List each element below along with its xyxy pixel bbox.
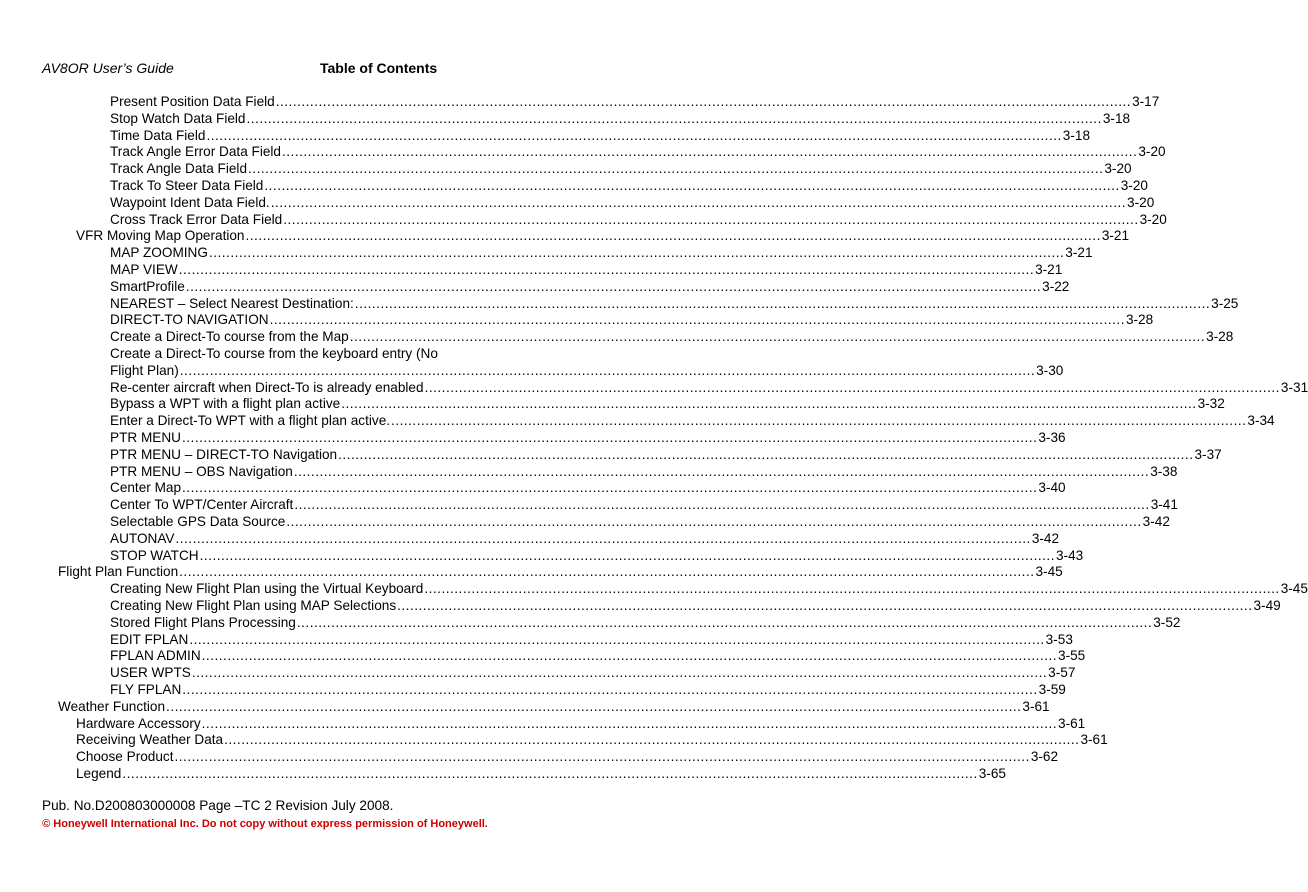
toc-entry[interactable] (110, 429, 1066, 446)
toc-entry-page: 3-22 (1042, 279, 1070, 294)
toc-entry[interactable] (76, 715, 1086, 732)
toc-entry[interactable] (110, 395, 1225, 412)
toc-entry-page: 3-49 (1253, 598, 1281, 613)
toc-entry[interactable] (110, 463, 1178, 480)
toc-entry[interactable] (110, 513, 1170, 530)
toc-entry[interactable] (110, 597, 1281, 614)
toc-entry-title: Re-center aircraft when Direct-To is already enabled (110, 380, 424, 395)
toc-entry[interactable] (110, 110, 1131, 127)
toc-entry-title: Present Position Data Field (110, 94, 275, 109)
toc-entry-title: Weather Function (58, 699, 166, 714)
toc-entry-page: 3-40 (1038, 480, 1066, 495)
toc-entry[interactable] (110, 580, 1308, 597)
publication-line: Pub. No.D200803000008 Page –TC 2 Revision July 2008. (42, 798, 394, 813)
toc-entry-title: STOP WATCH (110, 548, 199, 563)
toc-entry[interactable] (110, 681, 1066, 698)
toc-entry-page: 3-53 (1045, 632, 1073, 647)
toc-entry-page: 3-18 (1062, 128, 1091, 143)
dot-leader: ........................................................................................................................................................................................................ (269, 312, 1125, 327)
toc-entry-title: Track Angle Data Field (110, 161, 248, 176)
toc-entry-page: 3-20 (1138, 144, 1166, 159)
dot-leader: ........................................................................................................................................................................................................ (293, 464, 1150, 479)
toc-entry-title: Creating New Flight Plan using MAP Selections (110, 598, 397, 613)
dot-leader: ........................................................................................................................................................................................................ (179, 363, 1036, 378)
toc-entry-title: Choose Product (76, 749, 174, 764)
toc-entry-page: 3-36 (1038, 430, 1066, 445)
page-header (42, 60, 462, 80)
toc-entry[interactable] (110, 664, 1076, 681)
toc-entry[interactable] (110, 160, 1132, 177)
toc-entry[interactable] (110, 530, 1060, 547)
toc-entry[interactable] (110, 496, 1178, 513)
toc-entry[interactable] (110, 93, 1160, 110)
toc-entry-page: 3-42 (1142, 514, 1170, 529)
dot-leader: ........................................................................................................................................................................................................ (175, 531, 1031, 546)
toc-entry[interactable] (110, 244, 1093, 261)
toc-entry-page: 3-32 (1197, 396, 1225, 411)
toc-entry-title: Legend (76, 766, 122, 781)
toc-entry-title: Creating New Flight Plan using the Virtual Keyboard (110, 581, 424, 596)
toc-entry-title: Stored Flight Plans Processing (110, 615, 296, 630)
toc-entry-page: 3-25 (1211, 296, 1239, 311)
toc-entry[interactable] (110, 328, 1234, 345)
toc-entry-page: 3-61 (1058, 716, 1086, 731)
toc-entry[interactable] (110, 614, 1181, 631)
dot-leader: ........................................................................................................................................................................................................ (296, 615, 1153, 630)
toc-entry-title: Track To Steer Data Field (110, 178, 264, 193)
toc-entry-page: 3-34 (1247, 413, 1275, 428)
dot-leader: ........................................................................................................................................................................................................ (349, 329, 1206, 344)
dot-leader: ........................................................................................................................................................................................................ (354, 296, 1211, 311)
dot-leader: ........................................................................................................................................................................................................ (208, 245, 1065, 260)
dot-leader: ........................................................................................................................................................................................................ (191, 665, 1048, 680)
toc-entry-title: PTR MENU (110, 430, 181, 445)
dot-leader: ........................................................................................................................................................................................................ (282, 144, 1138, 159)
toc-entry-page: 3-21 (1065, 245, 1093, 260)
toc-entry[interactable] (110, 647, 1086, 664)
toc-entry-page: 3-62 (1030, 749, 1059, 764)
toc-entry[interactable] (76, 765, 1006, 782)
toc-entry-page: 3-52 (1153, 615, 1181, 630)
dot-leader: ........................................................................................................................................................................................................ (182, 430, 1038, 445)
dot-leader: ........................................................................................................................................................................................................ (397, 598, 1253, 613)
toc-entry[interactable] (110, 261, 1063, 278)
toc-entry-page: 3-20 (1104, 161, 1132, 176)
dot-leader: ........................................................................................................................................................................................................ (245, 228, 1101, 243)
dot-leader: ........................................................................................................................................................................................................ (424, 380, 1280, 395)
dot-leader: ........................................................................................................................................................................................................ (264, 178, 1120, 193)
dot-leader: ........................................................................................................................................................................................................ (246, 111, 1102, 126)
toc-entry-page: 3-17 (1132, 94, 1160, 109)
dot-leader: ........................................................................................................................................................................................................ (201, 716, 1058, 731)
dot-leader: ........................................................................................................................................................................................................ (206, 128, 1062, 143)
toc-entry-page: 3-37 (1194, 447, 1222, 462)
dot-leader: ........................................................................................................................................................................................................ (294, 497, 1150, 512)
dot-leader: ........................................................................................................................................................................................................ (179, 564, 1035, 579)
dot-leader: ........................................................................................................................................................................................................ (189, 632, 1045, 647)
toc-entry-title: VFR Moving Map Operation (76, 228, 245, 243)
toc-entry-title: Flight Plan) (110, 363, 179, 378)
dot-leader: ........................................................................................................................................................................................................ (283, 212, 1139, 227)
toc-entry-page: 3-30 (1036, 363, 1064, 378)
toc-entry-title: MAP ZOOMING (110, 245, 208, 260)
toc-entry-page: 3-45 (1280, 581, 1308, 596)
toc-entry-title: Selectable GPS Data Source (110, 514, 286, 529)
toc-entry-title: Waypoint Ident Data Field. (110, 195, 270, 210)
toc-entry[interactable] (110, 362, 1064, 379)
toc-entry-page: 3-28 (1206, 329, 1234, 344)
toc-entry-title: PTR MENU – DIRECT-TO Navigation (110, 447, 338, 462)
toc-entry[interactable] (110, 631, 1073, 648)
toc-entry-page: 3-18 (1102, 111, 1131, 126)
toc-entry[interactable] (110, 211, 1167, 228)
toc-entry[interactable] (110, 177, 1148, 194)
toc-entry[interactable] (110, 446, 1222, 463)
toc-entry-page: 3-41 (1150, 497, 1178, 512)
toc-entry-title: Receiving Weather Data (76, 732, 224, 747)
toc-entry-title: Hardware Accessory (76, 716, 201, 731)
toc-entry-title: FPLAN ADMIN (110, 648, 201, 663)
toc-entry-title: Track Angle Error Data Field (110, 144, 281, 159)
toc-entry-page: 3-43 (1055, 548, 1084, 563)
toc-entry-title: USER WPTS (110, 665, 191, 680)
toc-entry[interactable] (110, 295, 1239, 312)
toc-entry-page: 3-57 (1048, 665, 1076, 680)
section-title: Table of Contents (320, 60, 438, 76)
toc-entry-title: Create a Direct-To course from the keyboard entry (No (110, 346, 438, 361)
toc-entry-page: 3-21 (1035, 262, 1063, 277)
guide-title: AV8OR User’s Guide (42, 60, 174, 76)
dot-leader: ........................................................................................................................................................................................................ (341, 396, 1197, 411)
toc-entry[interactable] (110, 311, 1154, 328)
toc-entry[interactable] (110, 127, 1091, 144)
toc-entry-page: 3-31 (1280, 380, 1308, 395)
toc-entry[interactable] (76, 748, 1059, 765)
dot-leader: ........................................................................................................................................................................................................ (185, 279, 1042, 294)
dot-leader: ........................................................................................................................................................................................................ (248, 161, 1104, 176)
toc-entry-title: FLY FPLAN (110, 682, 182, 697)
toc-entry[interactable] (110, 278, 1070, 295)
toc-entry[interactable] (110, 345, 438, 362)
dot-leader: ........................................................................................................................................................................................................ (424, 581, 1280, 596)
dot-leader: ........................................................................................................................................................................................................ (224, 732, 1080, 747)
toc-entry[interactable] (58, 698, 1050, 715)
dot-leader: ........................................................................................................................................................................................................ (178, 262, 1035, 277)
dot-leader: ........................................................................................................................................................................................................ (391, 413, 1247, 428)
copyright-notice: © Honeywell International Inc. Do not copy without express permission of Honeywell. (42, 818, 488, 830)
toc-entry-title: Center To WPT/Center Aircraft (110, 497, 294, 512)
toc-entry[interactable] (76, 227, 1130, 244)
toc-entry-page: 3-59 (1038, 682, 1066, 697)
toc-entry-title: Center Map (110, 480, 182, 495)
toc-entry[interactable] (110, 412, 1275, 429)
toc-entry-page: 3-65 (978, 766, 1006, 781)
toc-entry-title: Stop Watch Data Field (110, 111, 246, 126)
toc-entry-title: Enter a Direct-To WPT with a flight plan active. (110, 413, 391, 428)
toc-entry[interactable] (110, 194, 1155, 211)
toc-entry-page: 3-28 (1125, 312, 1154, 327)
toc-entry-page: 3-20 (1139, 212, 1167, 227)
dot-leader: ........................................................................................................................................................................................................ (199, 548, 1055, 563)
toc-entry-page: 3-55 (1058, 648, 1086, 663)
toc-entry[interactable] (110, 379, 1308, 396)
toc-entry-page: 3-42 (1031, 531, 1060, 546)
toc-entry-page: 3-21 (1101, 228, 1130, 243)
dot-leader: ........................................................................................................................................................................................................ (275, 94, 1132, 109)
toc-entry-page: 3-45 (1035, 564, 1063, 579)
toc-entry-title: NEAREST – Select Nearest Destination: (110, 296, 354, 311)
toc-entry-page: 3-38 (1150, 464, 1178, 479)
toc-entry[interactable] (58, 563, 1063, 580)
toc-entry-title: Bypass a WPT with a flight plan active (110, 396, 341, 411)
toc-entry-title: MAP VIEW (110, 262, 178, 277)
toc-entry-page: 3-61 (1080, 732, 1108, 747)
toc-entry[interactable] (110, 479, 1066, 496)
dot-leader: ........................................................................................................................................................................................................ (122, 766, 978, 781)
dot-leader: ........................................................................................................................................................................................................ (201, 648, 1058, 663)
toc-entry-title: PTR MENU – OBS Navigation (110, 464, 293, 479)
toc-entry-title: AUTONAV (110, 531, 175, 546)
toc-entry-page: 3-20 (1120, 178, 1148, 193)
toc-entry-title: EDIT FPLAN (110, 632, 189, 647)
toc-entry-title: Time Data Field (110, 128, 206, 143)
dot-leader: ........................................................................................................................................................................................................ (286, 514, 1142, 529)
dot-leader: ........................................................................................................................................................................................................ (182, 682, 1038, 697)
toc-entry-title: Create a Direct-To course from the Map (110, 329, 349, 344)
toc-entry[interactable] (110, 547, 1084, 564)
toc-entry-title: DIRECT-TO NAVIGATION (110, 312, 269, 327)
toc-entry-title: SmartProfile (110, 279, 185, 294)
dot-leader: ........................................................................................................................................................................................................ (270, 195, 1127, 210)
toc-entry-page: 3-61 (1022, 699, 1050, 714)
toc-entry-title: Cross Track Error Data Field (110, 212, 283, 227)
toc-entry-title: Flight Plan Function (58, 564, 179, 579)
dot-leader: ........................................................................................................................................................................................................ (338, 447, 1194, 462)
toc-entry-page: 3-20 (1127, 195, 1155, 210)
dot-leader: ........................................................................................................................................................................................................ (174, 749, 1030, 764)
dot-leader: ........................................................................................................................................................................................................ (182, 480, 1038, 495)
dot-leader: ........................................................................................................................................................................................................ (166, 699, 1022, 714)
toc-entry[interactable] (110, 143, 1166, 160)
toc-entry[interactable] (76, 731, 1108, 748)
